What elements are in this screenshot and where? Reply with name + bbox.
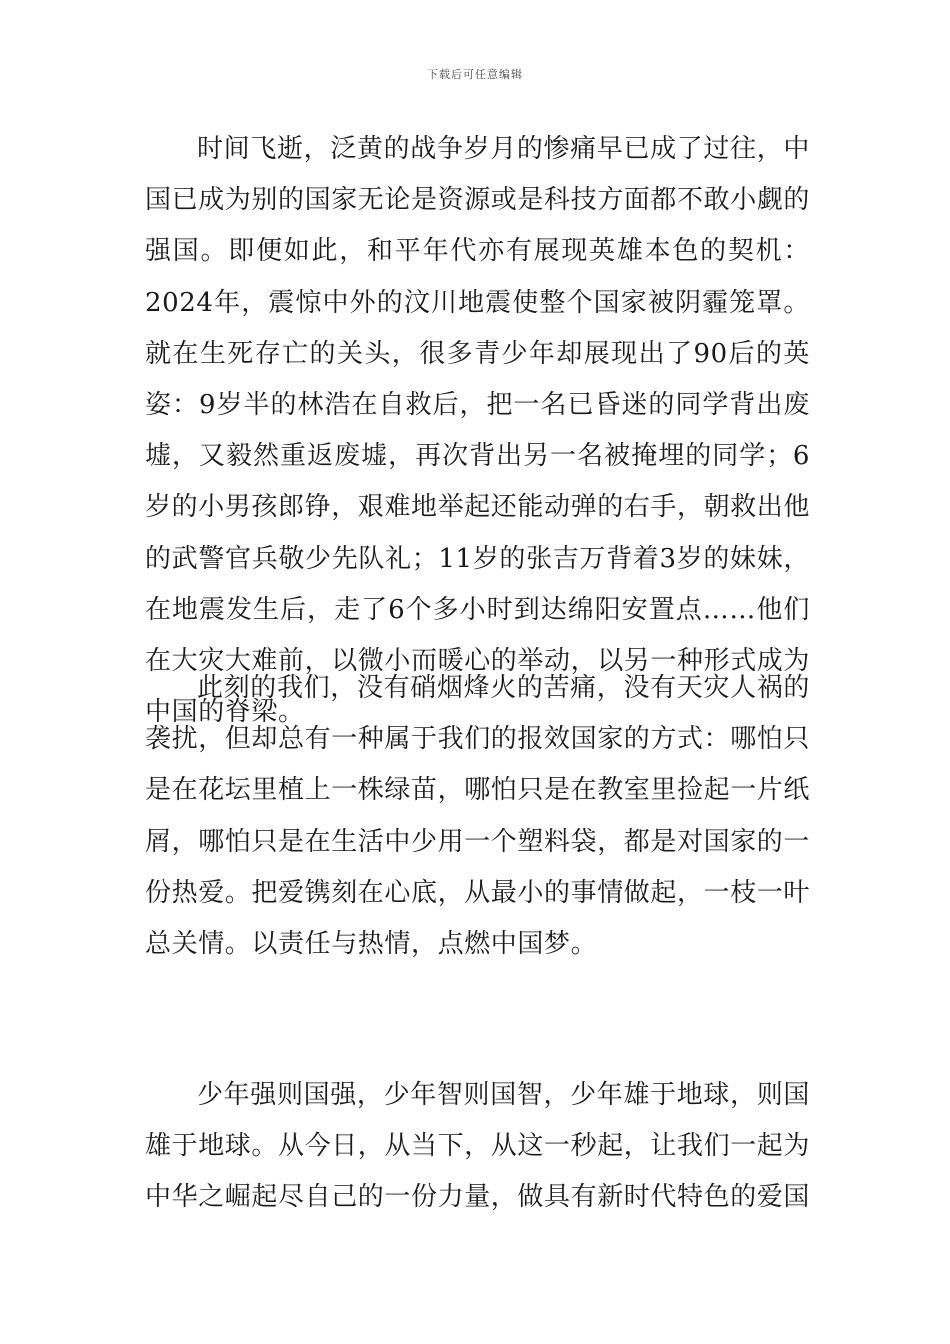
paragraph-2: 此刻的我们，没有硝烟烽火的苦痛，没有天灾人祸的袭扰，但却总有一种属于我们的报效国家的方式：哪怕只是在花坛里植上一株绿苗，哪怕只是在教室里捡起一片纸屑，哪怕只是在生活中少用一个塑料袋，都是对国家的一份热爱。把爱镌刻在心底，从最小的事情做起，一枝一叶总关情。以责任与热情，点燃中国梦。 (145, 673, 811, 960)
paragraph-1: 时间飞逝，泛黄的战争岁月的惨痛早已成了过往，中国已成为别的国家无论是资源或是科技方面都不敢小觑的强国。即便如此，和平年代亦有展现英雄本色的契机：2024年，震惊中外的汶川地震使整个国家被阴霾笼罩。就在生死存亡的关头，很多青少年却展现出了90后的英姿：9岁半的林浩在自救后，把一名已昏迷的同学背出废墟，又毅然重返废墟，再次背出另一名被掩埋的同学；6岁的小男孩郎铮，艰难地举起还能动弹的右手，朝救出他的武警官兵敬少先队礼；11岁的张吉万背着3岁的妹妹，在地震发生后，走了6个多小时到达绵阳安置点……他们在大灾大难前，以微小而暖心的举动，以另一种形式成为中国的脊梁。 (145, 134, 811, 728)
header-note: 下载后可任意编辑 (427, 68, 523, 81)
paragraph-3: 少年强则国强，少年智则国智，少年雄于地球，则国雄于地球。从今日，从当下，从这一秒起，让我们一起为中华之崛起尽自己的一份力量，做具有新时代特色的爱国 (145, 1080, 811, 1213)
